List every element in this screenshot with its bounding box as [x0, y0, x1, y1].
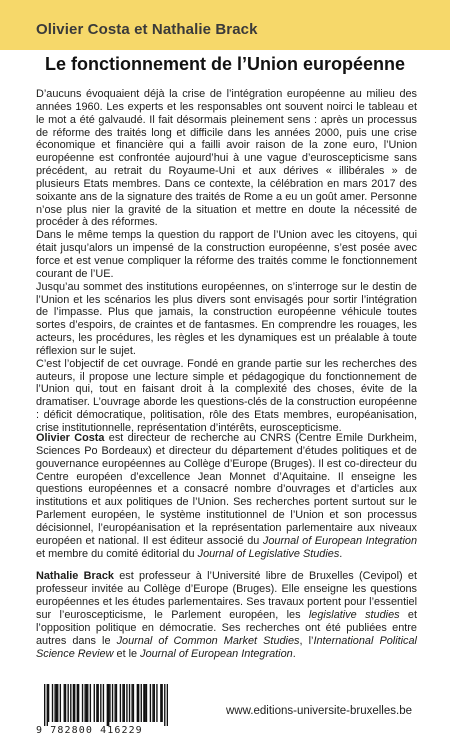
blurb-paragraph: D’aucuns évoquaient déjà la crise de l’intégration européenne au milieu des années 1960. Les experts et les responsables ont souvent noirci le tableau et le mot a été galvaudé. Il fait désormais pleinement sens : après un processus de réforme des traités long et difficile dans les années 2000, puis une crise économique et financière qui a failli avoir raison de la zone euro, l’Union européenne est confrontée aujourd’hui à une vague d’euroscepticisme sans précédent, au retrait du Royaume-Uni et aux dérives « illibérales » de plusieurs Etats membres. Dans ce contexte, la célébration en mars 2017 des soixante ans de la signature des traités de Rome a eu un goût amer. Personne n’ose plus nier la gravité de la situation et mettre en doute la nécessité de procéder à des réformes.	[36, 88, 417, 229]
journal-title: Journal of European Integration	[262, 534, 417, 547]
publisher-website: www.editions-universite-bruxelles.be	[226, 705, 412, 717]
bio-name: Olivier Costa	[36, 432, 105, 444]
blurb	[36, 88, 417, 435]
blurb-paragraph: Dans le même temps la question du rapport de l’Union avec les citoyens, qui était jusqu’alors un impensé de la construction européenne, s’est posée avec force et est venue compliquer la réforme des traités comme le fonctionnement courant de l’UE.	[36, 229, 417, 280]
authors-line: Olivier Costa et Nathalie Brack	[36, 21, 258, 38]
barcode-icon	[44, 684, 168, 726]
bio-nathalie-brack	[36, 570, 417, 660]
blurb-paragraph: Jusqu’au sommet des institutions européennes, on s’interroge sur le destin de l’Union et les scénarios les plus divers sont envisagés pour sortir l’intégration de l’impasse. Plus que jamais, la construction européenne véhicule toutes sortes d’espoirs, de craintes et de fantasmes. En comprendre les rouages, les acteurs, les procédures, les règles et les dynamiques est un préalable à toute réflexion sur le sujet.	[36, 280, 417, 357]
journal-title: International Political Science Review	[36, 634, 417, 660]
bio-text: .	[292, 647, 296, 660]
bio-name: Nathalie Brack	[36, 570, 114, 583]
bio-text: est professeur à l’Université libre de Bruxelles (Cevipol) et professeur invitée au Collège d’Europe (Bruges). Elle enseigne les questions européennes et les études parlementaires. Ses travaux portent pour l’essentiel sur l’euroscepticisme, le Parlement européen, les	[36, 570, 417, 621]
barcode-block	[36, 684, 176, 744]
bio-text: et l’opposition politique en démocratie. Ses recherches ont été publiées entre autres dans le	[36, 608, 418, 647]
book-title: Le fonctionnement de l’Union européenne	[44, 54, 406, 74]
bio-text: et le	[113, 647, 141, 660]
journal-title: Journal of Legislative Studies	[197, 547, 340, 560]
author-bios	[36, 432, 417, 670]
bio-text: est directeur de recherche au CNRS (Centre Emile Durkheim, Sciences Po Bordeaux) et directeur du département d’études politiques et de gouvernance européennes au Collège d’Europe (Bruges). Il est co-directeur du Centre européen d’excellence Jean Monnet d’Aquitaine. Il enseigne les questions européennes et a consacré nombre d’ouvrages et d’articles aux institutions et aux politiques de l’Union. Ses recherches portent surtout sur le Parlement européen, le système institutionnel de l’Union et son processus décisionnel, l’européanisation et la représentation parlementaire aux niveaux européen et national. Il est éditeur associé du	[36, 432, 417, 547]
journal-title: Journal of European Integration	[140, 647, 293, 660]
bio-text: , l’	[299, 634, 314, 647]
bio-text: .	[339, 547, 343, 560]
journal-title: Journal of Common Market Studies	[116, 634, 300, 647]
bio-text: et membre du comité éditorial du	[36, 547, 198, 560]
italic-term: legislative studies	[308, 608, 400, 621]
isbn-number: 9 782800 416229	[36, 725, 143, 736]
bio-olivier-costa	[36, 432, 417, 560]
blurb-paragraph: C’est l’objectif de cet ouvrage. Fondé en grande partie sur les recherches des auteurs, il propose une lecture simple et pédagogique du fonctionnement de l’Union qui, tout en faisant droit à la complexité des choses, évite de la dramatiser. L’ouvrage aborde les questions-clés de la construction européenne : déficit démocratique, politisation, rôle des Etats membres, européanisation, crise institutionnelle, représentation d’intérêts, euroscepticisme.	[36, 357, 417, 434]
